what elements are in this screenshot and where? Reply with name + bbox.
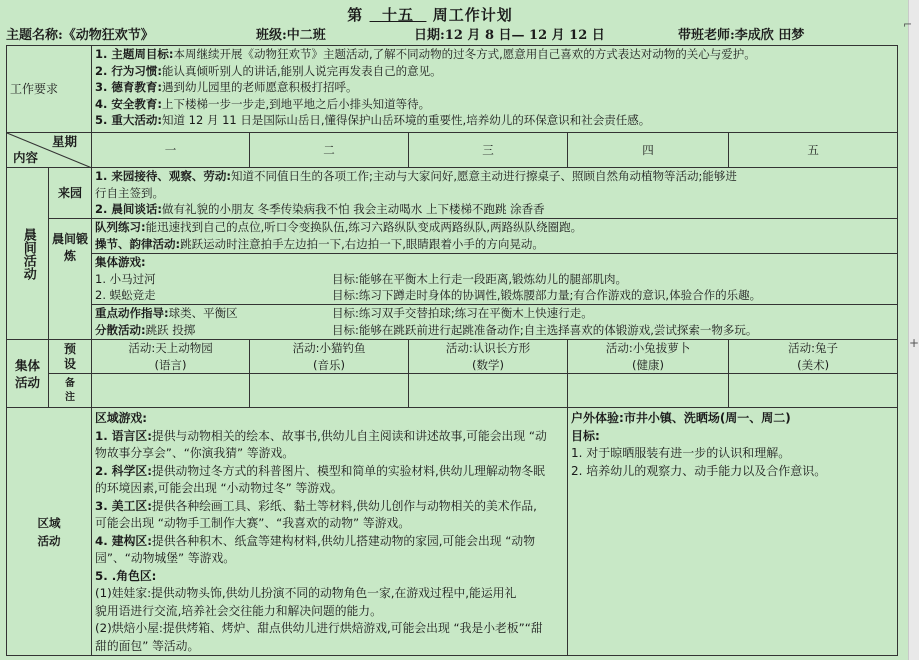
group-activity: 分散活动:跳跃 投掷 目标:能够在跳跃前进行起跳准备动作;自主选择喜欢的体锻游戏,尝试探索一物多玩。 xyxy=(95,322,758,337)
outdoor-experience-heading: 户外体验:市井小镇、洗晒场(周一、周二) xyxy=(571,411,791,425)
exercise-drill-content xyxy=(92,219,898,254)
morning-exercise-row-1 xyxy=(7,219,898,254)
game-item: 1. 小马过河 目标:能够在平衡木上行走一段距离,锻炼幼儿的腿部肌肉。 xyxy=(95,271,628,286)
area-line: 物故事分享会”、“你演我猜” 等游戏。 xyxy=(95,446,295,460)
title-prefix: 第 xyxy=(347,6,364,24)
work-item: 1. 主题周目标:本周继续开展《动物狂欢节》主题活动,了解不同动物的过冬方式,愿意用自己喜欢的方式表达对动物的关心与爱护。 xyxy=(95,47,756,61)
outdoor-goal: 2. 培养幼儿的观察力、动手能力以及合作意识。 xyxy=(571,463,827,478)
weekday-wed: 三 xyxy=(409,133,568,168)
activity-mon: 活动:天上动物园 (语言) xyxy=(92,340,250,374)
week-number: 十五 xyxy=(381,6,414,24)
area-line: 2. 科学区:提供动物过冬方式的科普图片、模型和简单的实验材料,供幼儿理解动物冬眠 xyxy=(95,463,545,478)
note-mon[interactable] xyxy=(92,374,250,408)
focus-guidance-content xyxy=(92,305,898,340)
arrival-label: 来园 xyxy=(49,168,92,219)
area-line: 3. 美工区:提供各种绘画工具、彩纸、黏土等材料,供幼儿创作与动物相关的美术作品, xyxy=(95,498,537,513)
arrival-content xyxy=(92,168,898,219)
expand-plus-icon[interactable]: + xyxy=(909,336,919,350)
collective-activity-label: 集体活动 xyxy=(7,340,49,408)
activity-fri: 活动:兔子 (美术) xyxy=(729,340,898,374)
weekday-tue: 二 xyxy=(250,133,409,168)
exercise-label: 晨间锻炼 xyxy=(49,219,92,340)
game-item: 2. 蜈蚣竞走 目标:练习下蹲走时身体的协调性,锻炼腰部力量;有合作游戏的意识,体验合作的乐趣。 xyxy=(95,288,762,302)
outdoor-goal: 1. 对于晾晒服装有进一步的认识和理解。 xyxy=(571,446,791,460)
class-name: 班级:中二班 xyxy=(256,28,326,43)
arrival-line: 1. 来园接待、观察、劳动:知道不同值日生的各项工作;主动与大家问好,愿意主动进行擦桌子、照顾自然角动植物等活动;能够进 xyxy=(95,169,737,183)
weekday-header-row xyxy=(7,133,898,168)
area-activity-row xyxy=(7,408,898,656)
activity-tue: 活动:小猫钓鱼 (音乐) xyxy=(250,340,409,374)
content-corner-label: 内容 xyxy=(13,149,39,165)
collective-activity-row xyxy=(7,340,898,374)
area-games-content xyxy=(92,408,568,656)
window-edge-scrollbar[interactable] xyxy=(908,0,919,660)
arrival-line: 行自主签到。 xyxy=(95,185,165,200)
work-requirements-content xyxy=(92,46,898,133)
weekday-mon: 一 xyxy=(92,133,250,168)
outdoor-goal-heading: 目标: xyxy=(571,428,600,443)
work-item: 4. 安全教育:上下楼梯一步一步走,到地平地之后小排头知道等待。 xyxy=(95,96,431,111)
morning-exercise-row-2 xyxy=(7,254,898,305)
area-line: 4. 建构区:提供各种积木、纸盒等建构材料,供幼儿搭建动物的家园,可能会出现 “动物 xyxy=(95,533,535,548)
area-line: 的环境因素,可能会出现 “小动物过冬” 等游戏。 xyxy=(95,481,343,495)
area-line: 甜的面包” 等活动。 xyxy=(95,638,200,653)
activity-wed: 活动:认识长方形 (数学) xyxy=(409,340,568,374)
area-line: 园”、“动物城堡” 等游戏。 xyxy=(95,551,236,565)
area-games-heading: 区域游戏: xyxy=(95,411,147,425)
area-line: 1. 语言区:提供与动物相关的绘本、故事书,供幼儿自主阅读和讲述故事,可能会出现 “动 xyxy=(95,428,547,443)
teachers: 带班老师:李成欣 田梦 xyxy=(678,28,805,43)
weekday-corner-label: 星期 xyxy=(52,134,78,149)
outdoor-experience-content xyxy=(568,408,898,656)
rhythm-activity: 操节、韵律活动:跳跃运动时注意拍手左边拍一下,右边拍一下,眼睛跟着小手的方向晃动。 xyxy=(95,236,544,251)
area-line: 貌用语进行交流,培养社会交往能力和解决问题的能力。 xyxy=(95,603,382,618)
area-line: 5. .角色区: xyxy=(95,568,157,583)
note-thu[interactable] xyxy=(568,374,729,408)
area-line: (2)烘焙小屋:提供烤箱、烤炉、甜点供幼儿进行烘焙游戏,可能会出现 “我是小老板”“甜 xyxy=(95,621,543,635)
activity-thu: 活动:小兔拔萝卜 (健康) xyxy=(568,340,729,374)
preset-label: 预设 xyxy=(49,340,92,374)
queue-practice: 队列练习:能迅速找到自己的点位,听口令变换队伍,练习六路纵队变成两路纵队,两路纵队绕圈跑。 xyxy=(95,220,583,234)
weekly-plan-table xyxy=(6,45,898,656)
work-item: 5. 重大活动:知道 12 月 11 日是国际山岳日,懂得保护山岳环境的重要性,培养幼儿的环保意识和社会责任感。 xyxy=(95,113,651,127)
morning-exercise-row-3 xyxy=(7,305,898,340)
note-fri[interactable] xyxy=(729,374,898,408)
note-wed[interactable] xyxy=(409,374,568,408)
area-line: (1)娃娃家:提供动物头饰,供幼儿扮演不同的动物角色一家,在游戏过程中,能运用礼 xyxy=(95,586,517,600)
page-marker-icon: ⌐ xyxy=(903,18,913,31)
work-item: 3. 德育教育:遇到幼儿园里的老师愿意积极打招呼。 xyxy=(95,80,358,94)
page-title xyxy=(0,4,860,25)
work-requirements-label: 工作要求 xyxy=(7,46,92,133)
morning-activity-label: 晨间活动 xyxy=(7,168,49,340)
collective-games-heading: 集体游戏: xyxy=(95,255,146,269)
note-tue[interactable] xyxy=(250,374,409,408)
header-info-row xyxy=(6,24,896,42)
date-range: 日期:12 月 8 日— 12 月 12 日 xyxy=(414,28,605,43)
morning-arrival-row xyxy=(7,168,898,219)
collective-note-row xyxy=(7,374,898,408)
weekday-fri: 五 xyxy=(729,133,898,168)
work-item: 2. 行为习惯:能认真倾听别人的讲话,能别人说完再发表自己的意见。 xyxy=(95,63,442,78)
arrival-line: 2. 晨间谈话:做有礼貌的小朋友 冬季传染病我不怕 我会主动喝水 上下楼梯不跑跳 涂香香 xyxy=(95,202,545,216)
weekday-thu: 四 xyxy=(568,133,729,168)
area-activity-label: 区域活动 xyxy=(7,408,92,656)
area-line: 可能会出现 “动物手工制作大赛”、“我喜欢的动物” 等游戏。 xyxy=(95,516,411,530)
title-suffix: 周工作计划 xyxy=(432,6,513,24)
theme-name: 主题名称:《动物狂欢节》 xyxy=(6,28,154,43)
note-label: 备注 xyxy=(49,374,92,408)
weekday-corner-cell xyxy=(7,133,92,168)
collective-games-content xyxy=(92,254,898,305)
focus-guidance: 重点动作指导:球类、平衡区 目标:练习双手交替拍球;练习在平衡木上快速行走。 xyxy=(95,306,593,320)
work-requirements-row xyxy=(7,46,898,133)
